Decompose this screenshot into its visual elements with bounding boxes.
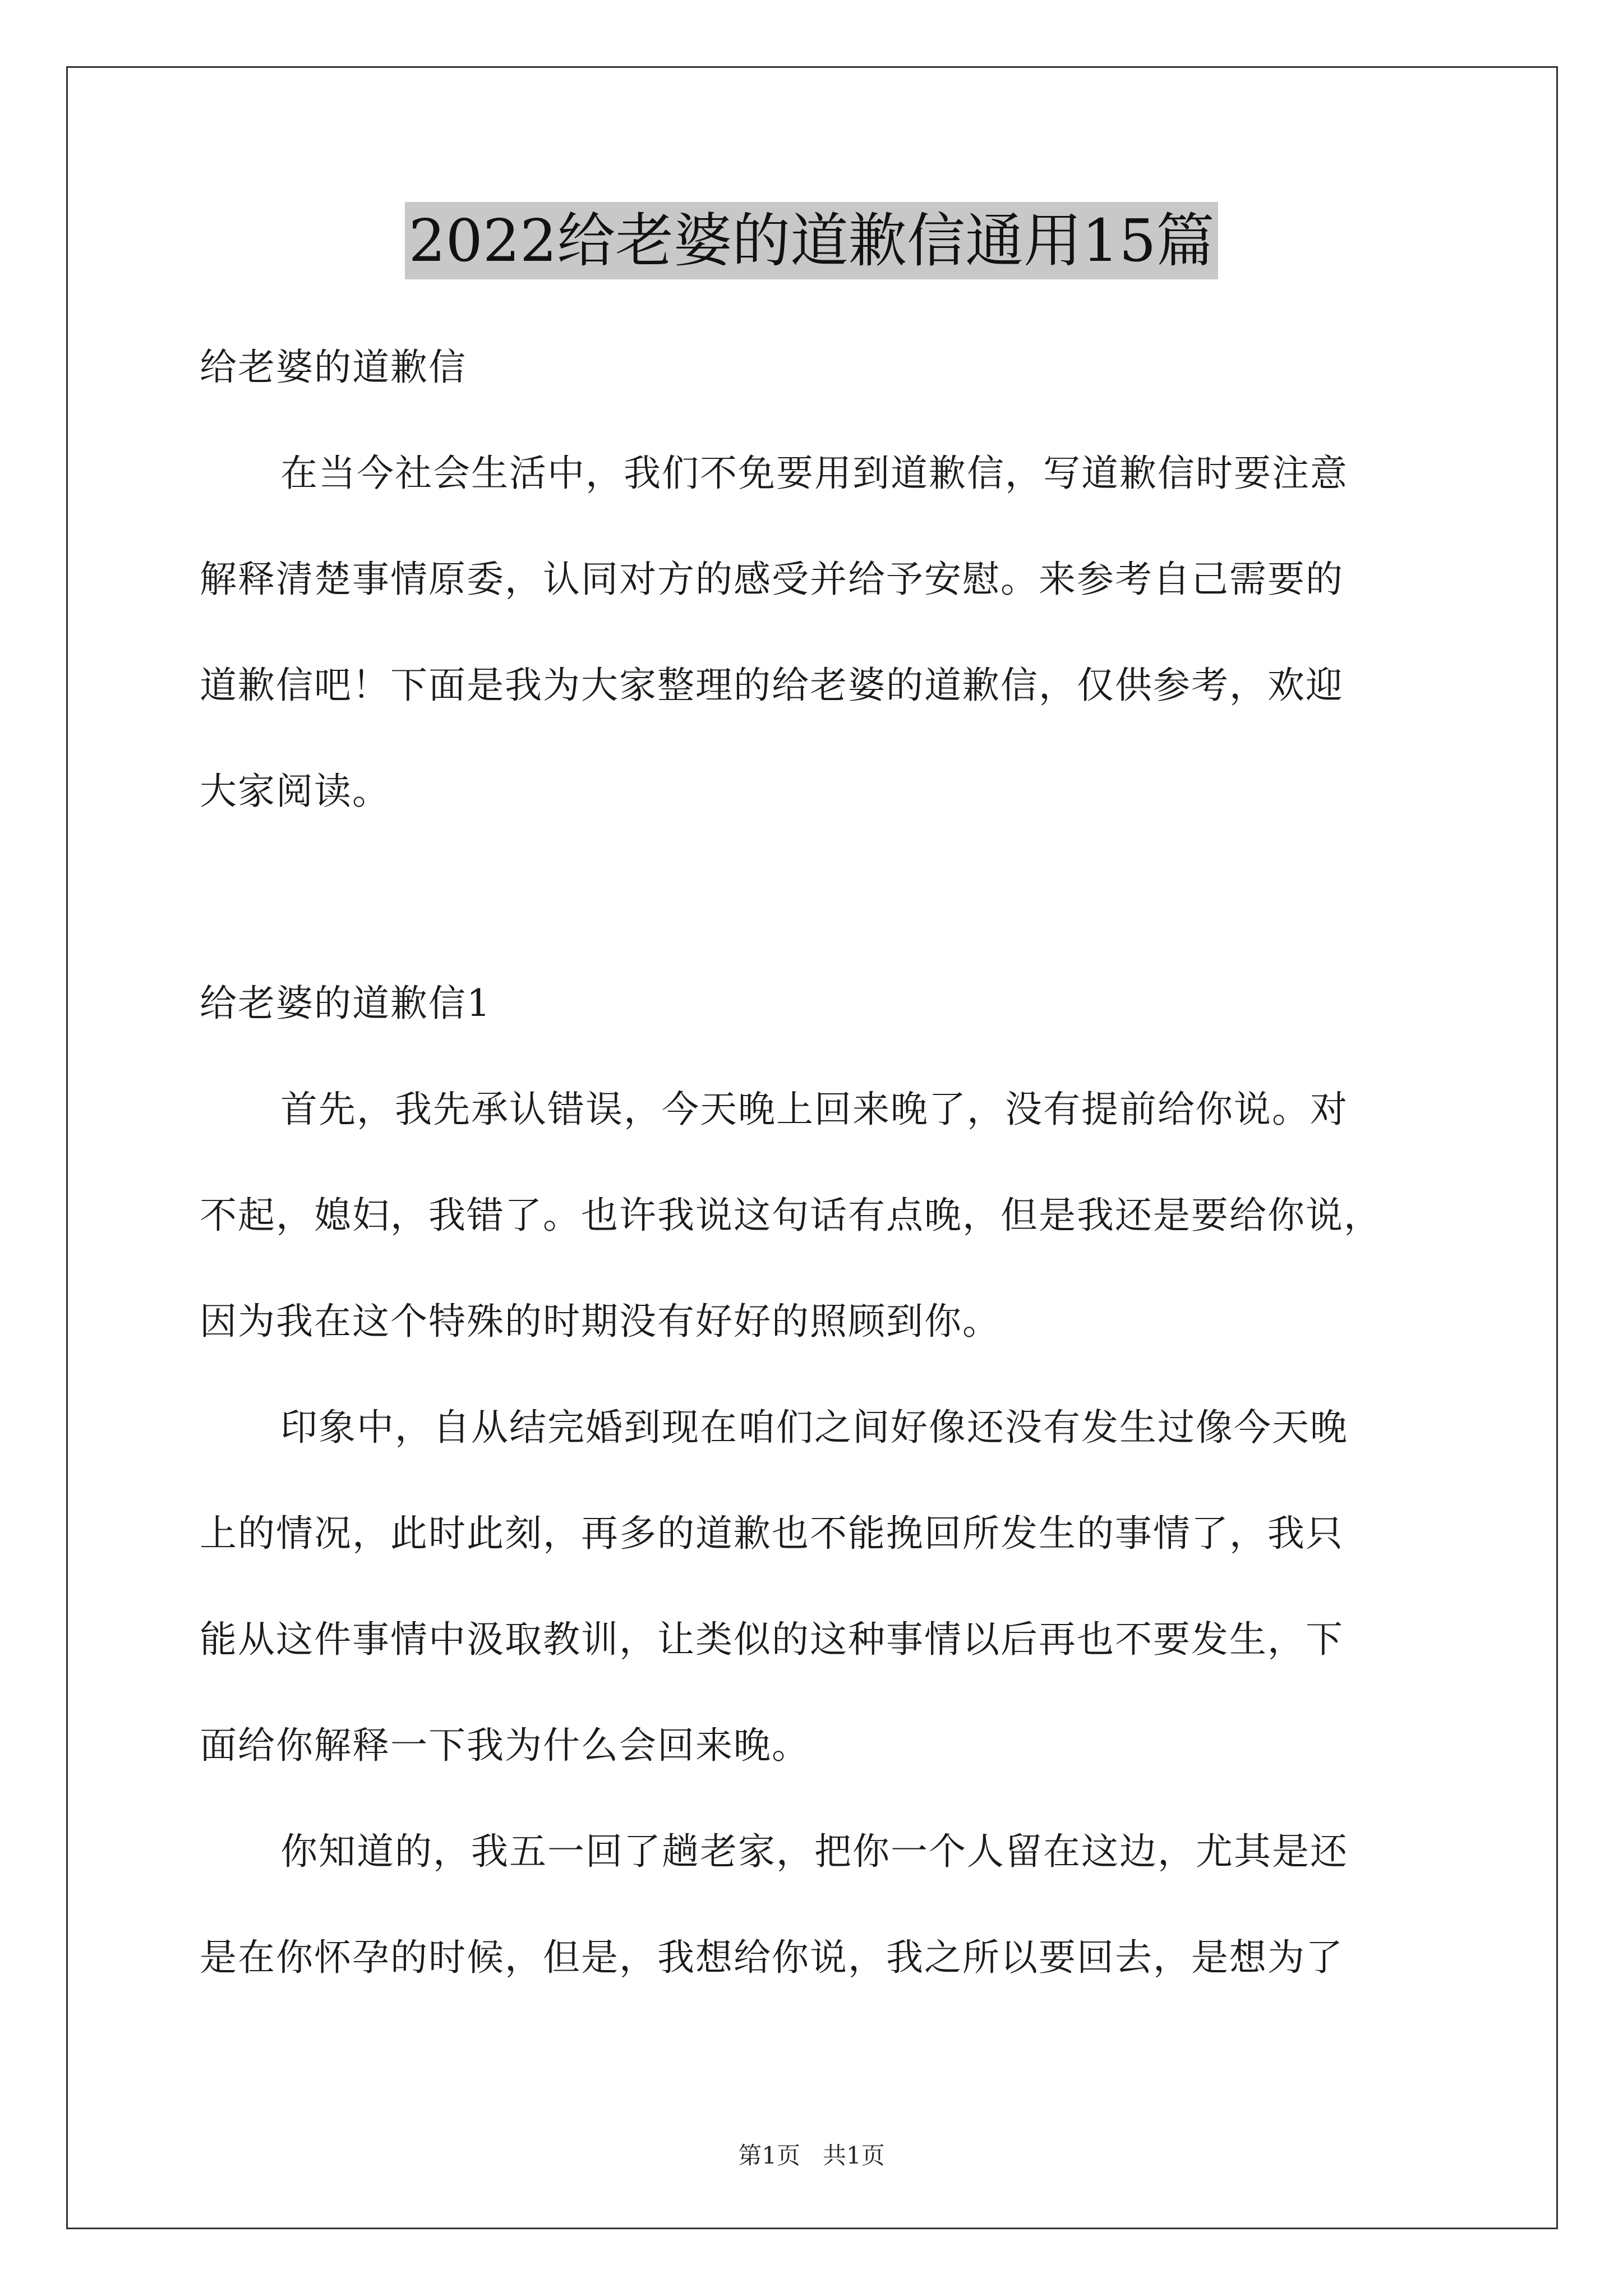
section-heading: 给老婆的道歉信 xyxy=(200,346,467,389)
paragraph-line: 印象中，自从结完婚到现在咱们之间好像还没有发生过像今天晚 xyxy=(280,1406,1348,1449)
spacer xyxy=(200,844,1456,950)
paragraph-line: 上的情况，此时此刻，再多的道歉也不能挽回所发生的事情了，我只 xyxy=(200,1512,1344,1555)
paragraph-line: 道歉信吧！下面是我为大家整理的给老婆的道歉信，仅供参考，欢迎 xyxy=(200,664,1344,707)
page-footer xyxy=(0,2137,1623,2171)
paragraph-line: 因为我在这个特殊的时期没有好好的照顾到你。 xyxy=(200,1300,1000,1343)
paragraph-line: 在当今社会生活中，我们不免要用到道歉信，写道歉信时要注意 xyxy=(280,452,1348,495)
page-total: 共1页 xyxy=(823,2142,885,2169)
page-number: 第1页 xyxy=(738,2142,800,2169)
paragraph-line: 首先，我先承认错误，今天晚上回来晚了，没有提前给你说。对 xyxy=(280,1088,1348,1131)
paragraph-line: 不起，媳妇，我错了。也许我说这句话有点晚，但是我还是要给你说， xyxy=(200,1194,1382,1237)
document-title: 2022给老婆的道歉信通用15篇 xyxy=(405,202,1218,279)
document-body xyxy=(200,314,1456,2010)
section-heading: 给老婆的道歉信1 xyxy=(200,982,491,1025)
paragraph-line: 能从这件事情中汲取教训，让类似的这种事情以后再也不要发生，下 xyxy=(200,1618,1344,1661)
title-wrap xyxy=(0,202,1623,279)
paragraph-line: 解释清楚事情原委，认同对方的感受并给予安慰。来参考自己需要的 xyxy=(200,558,1344,601)
paragraph-line: 你知道的，我五一回了趟老家，把你一个人留在这边，尤其是还 xyxy=(280,1830,1348,1873)
paragraph-line: 大家阅读。 xyxy=(200,770,390,813)
paragraph-line: 是在你怀孕的时候，但是，我想给你说，我之所以要回去，是想为了 xyxy=(200,1936,1344,1979)
paragraph-line: 面给你解释一下我为什么会回来晚。 xyxy=(200,1724,810,1767)
